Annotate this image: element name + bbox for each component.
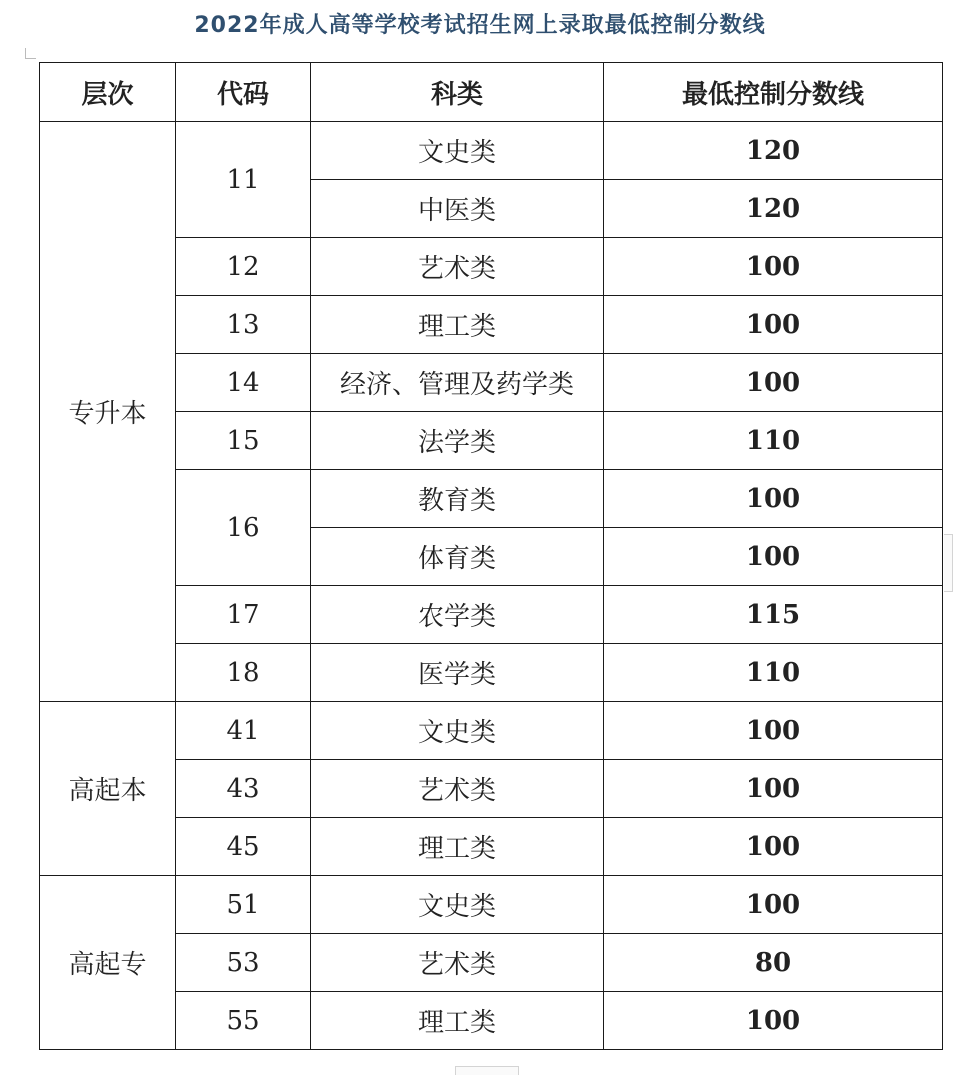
table-row [40, 702, 943, 760]
table-row [40, 122, 943, 180]
table-row [40, 992, 943, 1050]
score-cell: 100 [604, 470, 943, 528]
category-cell: 文史类 [311, 122, 604, 180]
table-row [40, 644, 943, 702]
score-cell: 100 [604, 760, 943, 818]
score-cell: 100 [604, 296, 943, 354]
score-cell: 120 [604, 180, 943, 238]
category-cell: 体育类 [311, 528, 604, 586]
code-cell: 12 [176, 238, 311, 296]
code-cell: 15 [176, 412, 311, 470]
code-cell: 55 [176, 992, 311, 1050]
table-row [40, 876, 943, 934]
table-row [40, 354, 943, 412]
header-category: 科类 [311, 63, 604, 122]
category-cell: 经济、管理及药学类 [311, 354, 604, 412]
table-row [40, 760, 943, 818]
score-table [39, 62, 943, 1050]
table-header-row [40, 63, 943, 122]
category-cell: 理工类 [311, 296, 604, 354]
code-cell: 41 [176, 702, 311, 760]
side-resize-handle[interactable] [944, 534, 953, 592]
code-cell: 51 [176, 876, 311, 934]
score-cell: 100 [604, 238, 943, 296]
code-cell: 53 [176, 934, 311, 992]
score-cell: 100 [604, 992, 943, 1050]
category-cell: 艺术类 [311, 934, 604, 992]
header-min-score: 最低控制分数线 [604, 63, 943, 122]
level-cell: 高起专 [40, 876, 176, 1050]
score-cell: 100 [604, 876, 943, 934]
code-cell: 45 [176, 818, 311, 876]
category-cell: 艺术类 [311, 760, 604, 818]
header-level: 层次 [40, 63, 176, 122]
level-cell: 专升本 [40, 122, 176, 702]
score-cell: 100 [604, 818, 943, 876]
code-cell: 16 [176, 470, 311, 586]
score-cell: 110 [604, 644, 943, 702]
corner-mark [25, 48, 36, 59]
category-cell: 艺术类 [311, 238, 604, 296]
table-row [40, 296, 943, 354]
level-cell: 高起本 [40, 702, 176, 876]
table-row [40, 238, 943, 296]
score-cell: 80 [604, 934, 943, 992]
code-cell: 43 [176, 760, 311, 818]
category-cell: 理工类 [311, 818, 604, 876]
category-cell: 农学类 [311, 586, 604, 644]
code-cell: 18 [176, 644, 311, 702]
category-cell: 医学类 [311, 644, 604, 702]
score-cell: 115 [604, 586, 943, 644]
score-cell: 100 [604, 354, 943, 412]
score-cell: 120 [604, 122, 943, 180]
score-cell: 100 [604, 528, 943, 586]
category-cell: 法学类 [311, 412, 604, 470]
category-cell: 文史类 [311, 876, 604, 934]
code-cell: 14 [176, 354, 311, 412]
code-cell: 17 [176, 586, 311, 644]
score-cell: 110 [604, 412, 943, 470]
page-title: 2022年成人高等学校考试招生网上录取最低控制分数线 [194, 13, 766, 38]
score-cell: 100 [604, 702, 943, 760]
table-row [40, 934, 943, 992]
code-cell: 13 [176, 296, 311, 354]
code-cell: 11 [176, 122, 311, 238]
table-row [40, 818, 943, 876]
table-body [40, 122, 943, 1050]
category-cell: 理工类 [311, 992, 604, 1050]
category-cell: 文史类 [311, 702, 604, 760]
table-row [40, 470, 943, 528]
table-row [40, 586, 943, 644]
table-row [40, 412, 943, 470]
header-code: 代码 [176, 63, 311, 122]
category-cell: 中医类 [311, 180, 604, 238]
category-cell: 教育类 [311, 470, 604, 528]
